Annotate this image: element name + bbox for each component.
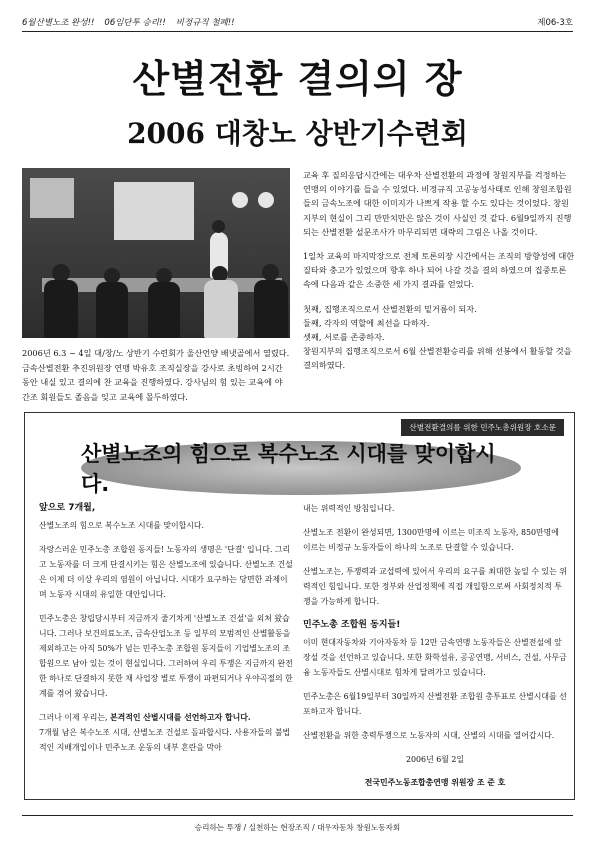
top-bar (22, 10, 573, 32)
top-slogan-2: 06임단투 승리!! (104, 18, 166, 28)
statement-paragraph: 산별노조는, 투쟁력과 교섭력에 있어서 우리의 요구를 최대한 높일 수 있는 위력적인 힘입니다. 또한 정부와 산업정책에 직접 개입함으로써 사회정치적 투쟁을 가능하게 합니다. (303, 567, 567, 606)
statement-date: 2006년 6월 2일 (405, 755, 464, 764)
statement-banner: 산별노조의 힘으로 복수노조 시대를 맞이합시다. (81, 441, 521, 495)
appeal-statement-box (24, 412, 575, 800)
page-subheadline: 2006 대창노 상반기수련회 (127, 117, 468, 150)
statement-paragraph: 민주노총은 창립당시부터 지금까지 줄기차게 '산별노조 건설'을 외쳐 왔습니다. 그러나 보건의료노조, 금속산업노조 등 일부의 모범적인 산별활동을 제외하고는 아직 50%가 넘는 민주노총 조합원 동지들이 기업별노조의 조합원으로 남아 있는 것이 현실입니다. 그러하여 우리 투쟁은 지금까지 완전한 하나로 단결하지 못한 채 사업장 별로 투쟁이 파편되거나 우야곡절의 한계를 겪어 왔습니다. (39, 614, 293, 698)
statement-paragraph: 이미 현대자동차와 기아자동차 등 12만 금속연맹 노동자들은 산별전설에 앞장설 것을 선언하고 있습니다. 또한 화학섬유, 공공연맹, 서비스, 건설, 사무금융 노동자들도 산별시대로 힘차게 달려가고 있습니다. (303, 638, 567, 677)
statement-paragraph: 자랑스러운 민주노총 조합원 동지들! 노동자의 생명은 '단결' 입니다. 그리고 노동자를 더 크게 단결시키는 힘은 산별노조에 있습니다. 산별노조 건설은 이제 더 이상 우리의 염원이 아닙니다. 시대가 요구하는 당면한 과제이며 노동자 시대의 유일한 대안입니다. (39, 545, 293, 599)
photo-lamp (258, 192, 274, 208)
photo-caption: 2006년 6.3 ~ 4일 대/창/노 상반기 수련회가 울산언양 배냇골에서 열렸다. 금속산별전환 추진위원장 연맹 박유호 조직실장을 강사로 초빙하여 2시간동안 내실 있고 결의에 찬 교육을 진행하였다. 강사님의 힘 있는 교육에 야간조 회원들도 졸음을 잊고 교육에 몰두하였다. (22, 348, 290, 402)
article-paragraph: 1일차 교육의 마지막장으로 전체 토론의장 시간에서는 조직의 방향성에 대한 질타와 충고가 있었으며 향후 하나 되어 나갈 것을 결의 하였으며 집중토론 속에 다음과 같은 소중한 세 가지 결과를 얻었다. (303, 251, 575, 290)
photo-attendee (262, 264, 279, 281)
top-slogan-3: 비정규직 철폐!! (175, 18, 235, 28)
photo-lamp (232, 192, 248, 208)
seminar-photo (22, 168, 290, 338)
statement-right-column (303, 501, 567, 790)
photo-window (30, 178, 74, 218)
page-footer: 승리하는 투쟁 / 실천하는 현장조직 / 대우자동차 창원노동자회 (22, 815, 573, 833)
top-slogan-1: 6월산별노조 완성!! (22, 18, 95, 28)
statement-paragraph: 내는 위력적인 방침입니다. (303, 504, 395, 513)
photo-attendee (204, 280, 238, 338)
statement-left-column (39, 501, 293, 764)
photo-attendee (96, 282, 128, 338)
statement-tag: 산별전환결의를 위한 민주노총위원장 호소문 (401, 419, 564, 436)
statement-paragraph: 산별노조 전환이 완성되면, 1300만명에 이르는 미조직 노동자, 850만명에 이르는 비정규 노동자들이 하나의 노조로 단결할 수 있습니다. (303, 528, 559, 552)
resolution-item-2: 둘째, 각자의 역할에 최선을 다하자. (303, 317, 430, 328)
photo-lecturer-head (212, 220, 225, 233)
declaration-emphasis: 본격적인 산별시대를 선언하고자 합니다. (110, 713, 251, 722)
declaration-prefix: 그러나 이제 우리는, (39, 713, 111, 722)
photo-projection-screen (114, 182, 194, 240)
resolution-item-1: 첫째, 집행조직으로서 산별전환의 밑거름이 되자. (303, 303, 477, 314)
statement-signature: 전국민주노동조합총연맹 위원장 조 준 호 (364, 778, 506, 787)
photo-attendee (44, 280, 78, 338)
statement-subheading: 민주노총 조합원 동지들! (303, 620, 401, 630)
statement-paragraph: 산별노조의 힘으로 복수노조 시대를 맞이합시다. (39, 521, 204, 530)
article-right-column (303, 168, 575, 383)
page-headline: 산별전환 결의의 장 (132, 57, 463, 101)
statement-declaration (39, 710, 293, 725)
photo-attendee (254, 280, 288, 338)
statement-paragraph: 7개월 남은 복수노조 시대, 산별노조 건설로 돌파합시다. 사용자들의 불법적인 지배개입이나 민주노조 운동의 내부 혼란을 막아 (39, 728, 291, 752)
issue-number: 제06-3호 (537, 18, 573, 28)
statement-heading: 앞으로 7개월, (39, 503, 96, 513)
statement-paragraph: 민주노총은 6월19일부터 30일까지 산별전환 조합원 총투표로 산별시대를 선포하고자 합니다. (303, 692, 567, 716)
resolution-item-3: 셋째, 서로를 존중하자. (303, 332, 385, 343)
statement-paragraph: 산별전환을 위한 총력투쟁으로 노동자의 시대, 산별의 시대를 열어갑시다. (303, 731, 555, 740)
article-paragraph: 교육 후 질의응답시간에는 대우차 산별전환의 과정에 창원지부를 걱정하는 연맹의 이야기를 들을 수 있었다. 비정규직 고공농성사태로 인해 창원조합원들의 금속노조에 대한 이미지가 나쁘게 작용 할 수도 있다는 것이었다. 창원지부의 현실이 그리 만만치만은 않은 것이 사실인 것 같다. 6월9일까지 진행되는 산별전환 설문조사가 마무리되면 대략의 그림은 나올 것이다. (303, 170, 572, 237)
photo-attendee (148, 282, 180, 338)
article-paragraph: 창원지부의 집행조직으로서 6월 산별전환승리를 위해 선봉에서 활동할 것을 결의하였다. (303, 346, 572, 371)
